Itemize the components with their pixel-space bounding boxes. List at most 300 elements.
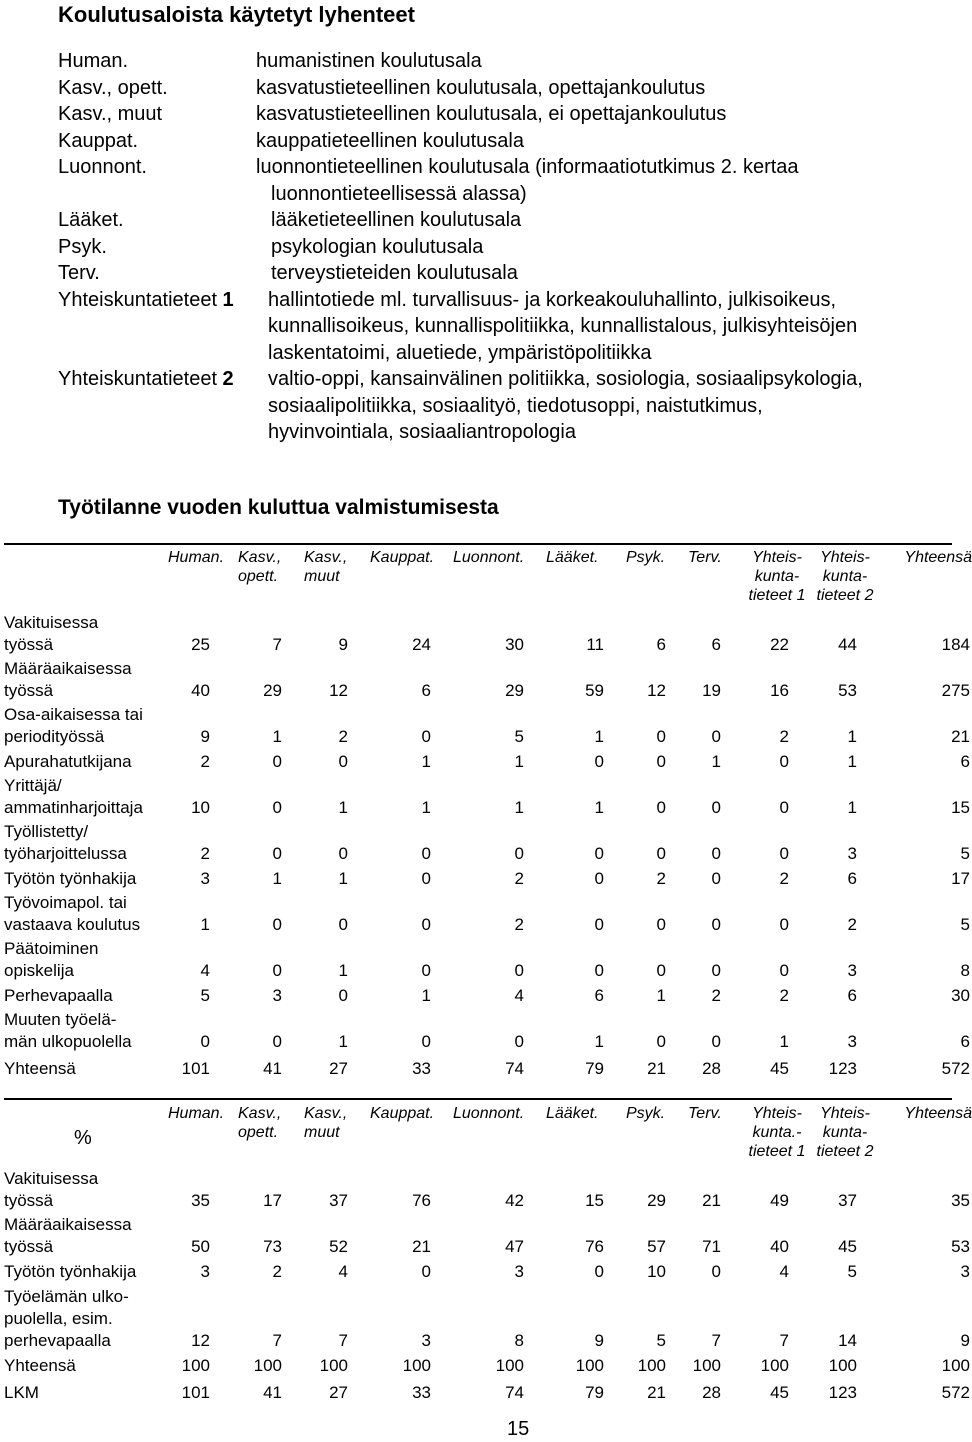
table-cell: 0 bbox=[711, 915, 721, 934]
table-cell: 1 bbox=[338, 869, 348, 888]
table-cell: 2 bbox=[514, 869, 524, 888]
table-cell: 41 bbox=[263, 1059, 282, 1078]
column-header-line: tieteet 1 bbox=[748, 1143, 806, 1160]
table-cell: 11 bbox=[586, 635, 604, 654]
row-label bbox=[4, 982, 168, 1007]
column-header-line: opett. bbox=[238, 1124, 279, 1141]
table-cell: 0 bbox=[779, 961, 789, 980]
column-header-line: Lääket. bbox=[546, 549, 599, 566]
table-cell: 74 bbox=[505, 1383, 524, 1402]
abbreviation-definition: luonnontieteellinen koulutusala (informaatiotutkimus 2. kertaa bbox=[256, 156, 799, 178]
row-label bbox=[4, 1166, 168, 1212]
column-header-line: Yhteis- bbox=[820, 549, 870, 566]
table-cell: 9 bbox=[960, 1331, 970, 1350]
column-header bbox=[743, 1104, 811, 1166]
table-cell: 40 bbox=[191, 681, 210, 700]
table-row bbox=[4, 1053, 972, 1080]
table-cell: 0 bbox=[594, 844, 604, 863]
table-cell: 1 bbox=[514, 798, 524, 817]
table-header-row bbox=[4, 548, 972, 610]
table-cell: 3 bbox=[200, 1262, 210, 1281]
row-label-line: Apurahatutkijana bbox=[4, 752, 132, 771]
table-cell: 100 bbox=[319, 1356, 348, 1375]
table-row bbox=[4, 982, 972, 1007]
row-label-line: Työtön työnhakija bbox=[4, 1262, 137, 1281]
abbreviation-number: 2 bbox=[217, 368, 234, 390]
column-header-line: Yhteis- bbox=[752, 549, 802, 566]
table-cell: 0 bbox=[338, 915, 348, 934]
abbreviation-definition: sosiaalipolitiikka, sosiaalityö, tiedotusoppi, naistutkimus, bbox=[268, 394, 763, 417]
row-label bbox=[4, 1258, 168, 1283]
section-title: Työtilanne vuoden kuluttua valmistumisesta bbox=[58, 496, 499, 519]
table-cell: 30 bbox=[951, 986, 970, 1005]
table-cell: 28 bbox=[702, 1059, 721, 1078]
row-label-line: puolella, esim. bbox=[4, 1309, 113, 1328]
abbreviation-key: Human. bbox=[58, 50, 129, 72]
table-cell: 4 bbox=[779, 1262, 789, 1281]
column-header bbox=[370, 548, 453, 610]
table-row bbox=[4, 773, 972, 819]
table-cell: 6 bbox=[847, 869, 857, 888]
abbreviation-definition: kasvatustieteellinen koulutusala, opettajankoulutus bbox=[256, 76, 706, 99]
table-cell: 184 bbox=[941, 635, 970, 654]
table-cell: 2 bbox=[338, 727, 348, 746]
table-counts bbox=[4, 548, 972, 1080]
table-cell: 41 bbox=[263, 1383, 282, 1402]
row-label-line: työssä bbox=[4, 1237, 54, 1256]
table-cell: 33 bbox=[412, 1383, 431, 1402]
table-cell: 79 bbox=[585, 1059, 604, 1078]
table-cell: 275 bbox=[941, 681, 970, 700]
table-cell: 5 bbox=[656, 1331, 666, 1350]
column-header bbox=[304, 548, 370, 610]
table-cell: 37 bbox=[329, 1191, 348, 1210]
table-percent-top-rule bbox=[4, 1098, 952, 1100]
table-cell: 123 bbox=[828, 1059, 857, 1078]
row-label-line: Vakituisessa bbox=[4, 613, 99, 632]
table-cell: 0 bbox=[200, 1032, 210, 1051]
column-header-line: Terv. bbox=[688, 1105, 722, 1122]
row-label-line: Vakituisessa bbox=[4, 1169, 99, 1188]
table-cell: 6 bbox=[421, 681, 431, 700]
abbreviation-definition: terveystieteiden koulutusala bbox=[271, 262, 518, 284]
table-cell: 7 bbox=[779, 1331, 789, 1350]
table-cell: 0 bbox=[656, 752, 666, 771]
abbreviation-definition: laskentatoimi, aluetiede, ympäristöpolitiikka bbox=[268, 341, 652, 364]
table-cell: 0 bbox=[272, 798, 282, 817]
table-cell: 0 bbox=[514, 844, 524, 863]
table-cell: 1 bbox=[847, 752, 857, 771]
column-header-line: Psyk. bbox=[626, 1105, 666, 1122]
table-cell: 0 bbox=[711, 869, 721, 888]
column-header bbox=[546, 1104, 626, 1166]
table-cell: 4 bbox=[514, 986, 524, 1005]
table-cell: 101 bbox=[181, 1383, 210, 1402]
table-cell: 1 bbox=[779, 1032, 789, 1051]
row-label-line: Työtön työnhakija bbox=[4, 869, 137, 888]
table-cell: 52 bbox=[329, 1237, 348, 1256]
table-row bbox=[4, 936, 972, 982]
table-cell: 0 bbox=[711, 1262, 721, 1281]
table-cell: 0 bbox=[338, 844, 348, 863]
table-cell: 0 bbox=[711, 727, 721, 746]
table-cell: 100 bbox=[692, 1356, 721, 1375]
table-cell: 12 bbox=[191, 1331, 210, 1350]
table-cell: 6 bbox=[711, 635, 721, 654]
row-label-line: Yhteensä bbox=[4, 1356, 76, 1375]
table-cell: 30 bbox=[505, 635, 524, 654]
row-label bbox=[4, 1212, 168, 1258]
table-cell: 0 bbox=[594, 752, 604, 771]
table-cell: 2 bbox=[711, 986, 721, 1005]
table-cell: 21 bbox=[951, 727, 970, 746]
table-header-row bbox=[4, 1104, 972, 1166]
row-label-line: Muuten työelä- bbox=[4, 1010, 117, 1029]
row-label bbox=[4, 1283, 168, 1352]
row-label-line: Työllistetty/ bbox=[4, 822, 89, 841]
table-cell: 37 bbox=[838, 1191, 857, 1210]
table-cell: 47 bbox=[505, 1237, 524, 1256]
table-cell: 100 bbox=[575, 1356, 604, 1375]
table-cell: 1 bbox=[594, 798, 604, 817]
table-cell: 0 bbox=[272, 1032, 282, 1051]
table-cell: 1 bbox=[272, 869, 282, 888]
abbreviation-definition: kauppatieteellinen koulutusala bbox=[256, 129, 524, 152]
table-cell: 7 bbox=[711, 1331, 721, 1350]
row-label-line: Päätoiminen bbox=[4, 939, 99, 958]
table-cell: 45 bbox=[770, 1383, 789, 1402]
row-label-line: Yhteensä bbox=[4, 1059, 76, 1078]
table-cell: 17 bbox=[951, 869, 970, 888]
column-header bbox=[626, 548, 688, 610]
table-cell: 15 bbox=[585, 1191, 604, 1210]
abbreviation-number: 1 bbox=[217, 288, 234, 311]
table-cell: 1 bbox=[847, 798, 857, 817]
row-label bbox=[4, 1007, 168, 1053]
row-label-line: Työvoimapol. tai bbox=[4, 893, 127, 912]
table-cell: 79 bbox=[585, 1383, 604, 1402]
row-label-line: Osa-aikaisessa tai bbox=[4, 705, 143, 724]
table-cell: 10 bbox=[191, 798, 210, 817]
table-cell: 7 bbox=[338, 1331, 348, 1350]
table-percent bbox=[4, 1104, 972, 1404]
table-cell: 73 bbox=[263, 1237, 282, 1256]
table-cell: 1 bbox=[514, 752, 524, 771]
column-header-line: Luonnont. bbox=[453, 549, 525, 566]
table-cell: 3 bbox=[847, 844, 857, 863]
table-cell: 6 bbox=[656, 635, 666, 654]
column-header-line: Human. bbox=[168, 549, 225, 566]
table-cell: 14 bbox=[838, 1331, 857, 1350]
table-row bbox=[4, 1166, 972, 1212]
table-cell: 100 bbox=[253, 1356, 282, 1375]
table-cell: 5 bbox=[847, 1262, 857, 1281]
column-header bbox=[370, 1104, 453, 1166]
row-label bbox=[4, 1053, 168, 1080]
table-cell: 572 bbox=[941, 1059, 970, 1078]
row-label-line: Yrittäjä/ bbox=[4, 776, 62, 795]
table-cell: 1 bbox=[711, 752, 721, 771]
table-cell: 12 bbox=[329, 681, 348, 700]
table-cell: 2 bbox=[272, 1262, 282, 1281]
table-cell: 100 bbox=[760, 1356, 789, 1375]
table-cell: 15 bbox=[951, 798, 970, 817]
table-cell: 3 bbox=[960, 1262, 970, 1281]
abbreviation-key: Psyk. bbox=[58, 235, 107, 258]
table-cell: 24 bbox=[412, 635, 431, 654]
abbreviation-definition: valtio-oppi, kansainvälinen politiikka, sosiologia, sosiaalipsykologia, bbox=[268, 368, 863, 390]
table-cell: 100 bbox=[402, 1356, 431, 1375]
table-cell: 21 bbox=[702, 1191, 721, 1210]
table-cell: 0 bbox=[711, 844, 721, 863]
abbreviation-definition: psykologian koulutusala bbox=[271, 235, 484, 258]
table-cell: 9 bbox=[594, 1331, 604, 1350]
table-cell: 0 bbox=[514, 961, 524, 980]
row-label-line: Työelämän ulko- bbox=[4, 1287, 129, 1306]
table-cell: 53 bbox=[838, 681, 857, 700]
table-cell: 0 bbox=[656, 798, 666, 817]
table-cell: 0 bbox=[421, 1032, 431, 1051]
abbreviation-key: Kauppat. bbox=[58, 129, 139, 152]
page-number: 15 bbox=[507, 1418, 530, 1440]
column-header bbox=[168, 548, 238, 610]
table-row bbox=[4, 656, 972, 702]
abbreviations-heading: Koulutusaloista käytetyt lyhenteet bbox=[58, 2, 415, 27]
table-cell: 123 bbox=[828, 1383, 857, 1402]
column-header-line: Lääket. bbox=[546, 1105, 599, 1122]
table-cell: 74 bbox=[505, 1059, 524, 1078]
row-label-line: työssä bbox=[4, 1191, 54, 1210]
column-header-line: Luonnont. bbox=[453, 1105, 525, 1122]
table-cell: 0 bbox=[272, 961, 282, 980]
table-cell: 2 bbox=[200, 752, 210, 771]
table-cell: 0 bbox=[711, 798, 721, 817]
column-header bbox=[626, 1104, 688, 1166]
table-row bbox=[4, 819, 972, 865]
table-cell: 5 bbox=[960, 915, 970, 934]
abbreviation-definition: kasvatustieteellinen koulutusala, ei opettajankoulutus bbox=[256, 103, 727, 125]
column-header bbox=[453, 1104, 546, 1166]
table-cell: 0 bbox=[779, 798, 789, 817]
column-header bbox=[238, 1104, 304, 1166]
table-cell: 7 bbox=[272, 635, 282, 654]
table-cell: 1 bbox=[847, 727, 857, 746]
abbreviation-key: Kasv., opett. bbox=[58, 76, 168, 99]
column-header bbox=[238, 548, 304, 610]
table-cell: 28 bbox=[702, 1383, 721, 1402]
table-cell: 6 bbox=[960, 1032, 970, 1051]
table-cell: 16 bbox=[770, 681, 789, 700]
table-cell: 9 bbox=[200, 727, 210, 746]
table-cell: 0 bbox=[421, 961, 431, 980]
column-header-line: Kasv., bbox=[304, 549, 348, 566]
table-cell: 0 bbox=[656, 1032, 666, 1051]
table-cell: 5 bbox=[960, 844, 970, 863]
table-cell: 49 bbox=[770, 1191, 789, 1210]
row-label bbox=[4, 890, 168, 936]
table-cell: 0 bbox=[779, 752, 789, 771]
table-cell: 4 bbox=[338, 1262, 348, 1281]
table-cell: 2 bbox=[514, 915, 524, 934]
column-header-line: tieteet 2 bbox=[816, 1143, 874, 1160]
table-cell: 29 bbox=[647, 1191, 666, 1210]
table-cell: 5 bbox=[514, 727, 524, 746]
table-row bbox=[4, 1212, 972, 1258]
table-cell: 76 bbox=[412, 1191, 431, 1210]
row-label-line: perhevapaalla bbox=[4, 1331, 111, 1350]
table-cell: 29 bbox=[263, 681, 282, 700]
abbreviation-key: Terv. bbox=[58, 262, 100, 284]
abbreviation-definition: kunnallisoikeus, kunnallispolitiikka, kunnallistalous, julkisyhteisöjen bbox=[268, 315, 858, 337]
table-cell: 1 bbox=[200, 915, 210, 934]
table-cell: 100 bbox=[637, 1356, 666, 1375]
table-cell: 21 bbox=[412, 1237, 431, 1256]
table-cell: 0 bbox=[272, 844, 282, 863]
column-header-line: Terv. bbox=[688, 549, 722, 566]
table-row bbox=[4, 1258, 972, 1283]
table-cell: 0 bbox=[272, 915, 282, 934]
row-label-line: työssä bbox=[4, 635, 54, 654]
column-header-line: muut bbox=[304, 1124, 340, 1141]
column-header-line: opett. bbox=[238, 568, 279, 585]
column-header-line: Kauppat. bbox=[370, 549, 435, 566]
row-label bbox=[4, 610, 168, 656]
column-header bbox=[546, 548, 626, 610]
table-cell: 0 bbox=[514, 1032, 524, 1051]
column-header-line: Human. bbox=[168, 1105, 225, 1122]
column-header bbox=[453, 548, 546, 610]
row-label bbox=[4, 936, 168, 982]
column-header bbox=[879, 1104, 972, 1166]
table-cell: 0 bbox=[779, 844, 789, 863]
table-cell: 3 bbox=[847, 1032, 857, 1051]
table-cell: 5 bbox=[200, 986, 210, 1005]
table-cell: 0 bbox=[421, 727, 431, 746]
table-cell: 0 bbox=[421, 844, 431, 863]
table-cell: 12 bbox=[647, 681, 666, 700]
table-cell: 7 bbox=[272, 1331, 282, 1350]
table-cell: 1 bbox=[272, 727, 282, 746]
table-cell: 0 bbox=[594, 869, 604, 888]
table-cell: 8 bbox=[514, 1331, 524, 1350]
column-header-line: Kasv., bbox=[238, 1105, 282, 1122]
table-cell: 50 bbox=[191, 1237, 210, 1256]
column-header bbox=[879, 548, 972, 610]
table-cell: 0 bbox=[779, 915, 789, 934]
row-label-line: ammatinharjoittaja bbox=[4, 798, 143, 817]
table-cell: 0 bbox=[711, 961, 721, 980]
table-cell: 21 bbox=[647, 1383, 666, 1402]
table-row bbox=[4, 1352, 972, 1377]
table-cell: 1 bbox=[338, 961, 348, 980]
abbreviation-definition: hyvinvointiala, sosiaaliantropologia bbox=[268, 421, 576, 443]
table-cell: 1 bbox=[594, 727, 604, 746]
table-cell: 0 bbox=[421, 1262, 431, 1281]
row-label-line: vastaava koulutus bbox=[4, 915, 141, 934]
table-cell: 45 bbox=[838, 1237, 857, 1256]
table-cell: 2 bbox=[779, 986, 789, 1005]
column-header-line: tieteet 1 bbox=[748, 587, 806, 604]
row-label-line: Määräaikaisessa bbox=[4, 659, 132, 678]
table-cell: 21 bbox=[647, 1059, 666, 1078]
column-header-line: Yhteensä bbox=[904, 1105, 972, 1122]
table-cell: 0 bbox=[338, 986, 348, 1005]
row-label-line: opiskelija bbox=[4, 961, 74, 980]
table-cell: 59 bbox=[585, 681, 604, 700]
row-label-line: Määräaikaisessa bbox=[4, 1215, 132, 1234]
table-cell: 3 bbox=[847, 961, 857, 980]
row-label-line: työharjoittelussa bbox=[4, 844, 127, 863]
table-cell: 2 bbox=[779, 869, 789, 888]
table-row bbox=[4, 748, 972, 773]
table-cell: 57 bbox=[647, 1237, 666, 1256]
table-cell: 100 bbox=[495, 1356, 524, 1375]
table-cell: 0 bbox=[421, 915, 431, 934]
table-cell: 100 bbox=[941, 1356, 970, 1375]
row-label bbox=[4, 1352, 168, 1377]
table-cell: 3 bbox=[272, 986, 282, 1005]
table-cell: 71 bbox=[702, 1237, 721, 1256]
table-cell: 35 bbox=[191, 1191, 210, 1210]
column-header-line: Psyk. bbox=[626, 549, 666, 566]
row-label bbox=[4, 1377, 168, 1404]
abbreviation-key: Luonnont. bbox=[58, 156, 147, 178]
table-cell: 1 bbox=[594, 1032, 604, 1051]
table-cell: 45 bbox=[770, 1059, 789, 1078]
table-cell: 0 bbox=[338, 752, 348, 771]
table-cell: 22 bbox=[770, 635, 789, 654]
table-row bbox=[4, 702, 972, 748]
table-cell: 0 bbox=[594, 1262, 604, 1281]
table-cell: 0 bbox=[421, 869, 431, 888]
table-cell: 572 bbox=[941, 1383, 970, 1402]
table-cell: 2 bbox=[779, 727, 789, 746]
table-cell: 1 bbox=[421, 986, 431, 1005]
table-counts-top-rule bbox=[4, 543, 952, 545]
table-cell: 27 bbox=[329, 1383, 348, 1402]
table-cell: 10 bbox=[647, 1262, 666, 1281]
column-header-line: kunta- bbox=[822, 1124, 868, 1141]
column-header bbox=[168, 1104, 238, 1166]
column-header-line: tieteet 2 bbox=[816, 587, 874, 604]
column-header bbox=[743, 548, 811, 610]
table-cell: 76 bbox=[585, 1237, 604, 1256]
row-label bbox=[4, 748, 168, 773]
column-header-line: kunta- bbox=[754, 568, 800, 585]
row-label bbox=[4, 819, 168, 865]
column-header bbox=[688, 1104, 743, 1166]
table-cell: 100 bbox=[181, 1356, 210, 1375]
table-row bbox=[4, 1377, 972, 1404]
row-label-line: työssä bbox=[4, 681, 54, 700]
table-row bbox=[4, 865, 972, 890]
table-cell: 0 bbox=[594, 961, 604, 980]
table-cell: 17 bbox=[263, 1191, 282, 1210]
table-cell: 2 bbox=[847, 915, 857, 934]
row-label-line: Perhevapaalla bbox=[4, 986, 113, 1005]
abbreviation-key: Kasv., muut bbox=[58, 103, 163, 125]
column-header-line: Yhteis- bbox=[820, 1105, 870, 1122]
abbreviation-key: Yhteiskuntatieteet 2 bbox=[58, 368, 234, 390]
column-header-line: Yhteensä bbox=[904, 549, 972, 566]
table-cell: 29 bbox=[505, 681, 524, 700]
table-cell: 1 bbox=[338, 1032, 348, 1051]
table-cell: 0 bbox=[656, 844, 666, 863]
table-cell: 25 bbox=[191, 635, 210, 654]
percent-corner-label: % bbox=[74, 1127, 92, 1149]
table-cell: 0 bbox=[594, 915, 604, 934]
abbreviation-key: Yhteiskuntatieteet 1 bbox=[58, 288, 234, 311]
